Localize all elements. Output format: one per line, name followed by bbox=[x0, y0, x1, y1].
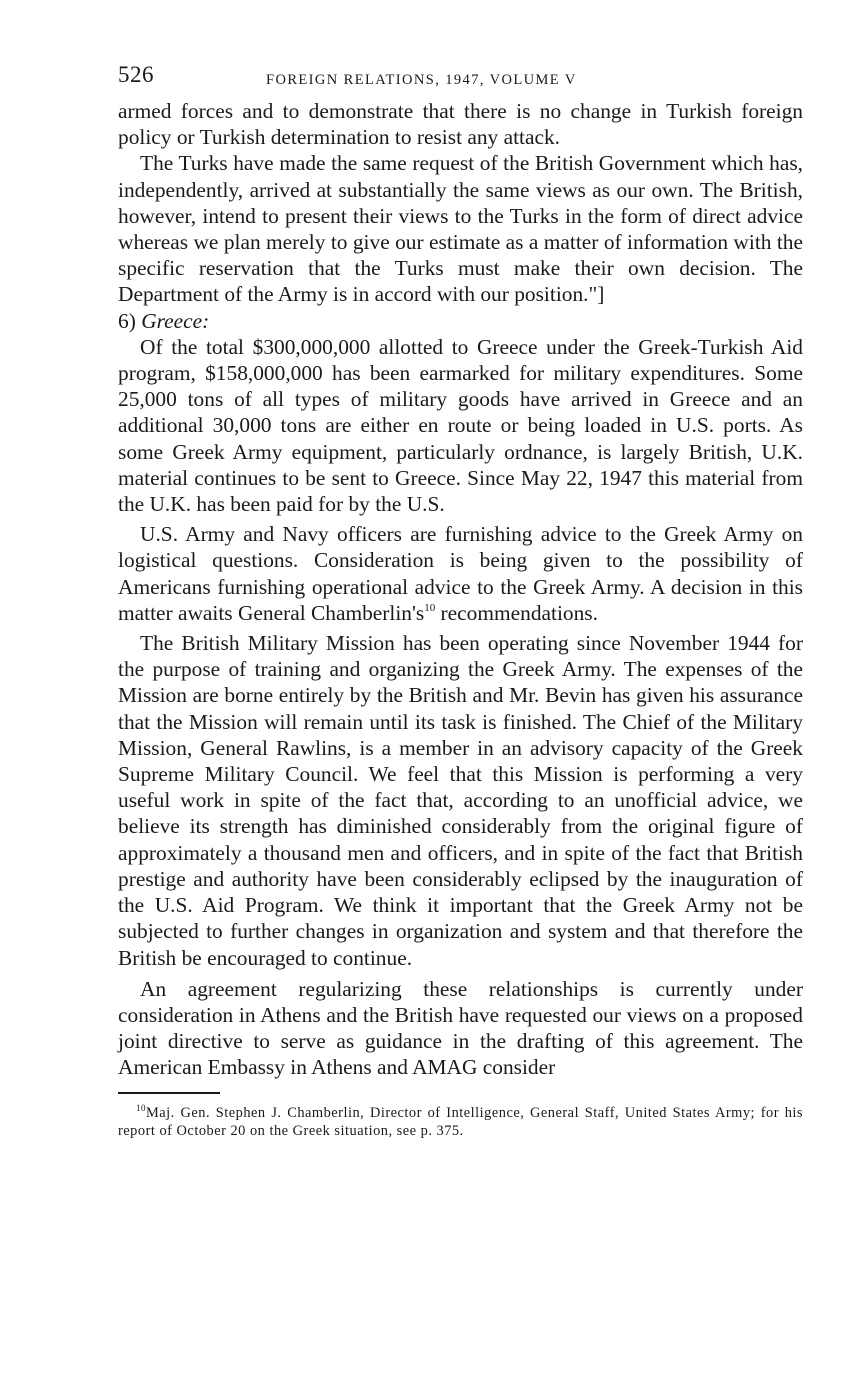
section-number: 6) bbox=[118, 308, 136, 333]
paragraph-british-request: The Turks have made the same request of the British Government which has, independently, arrived at substantially the same views as our own. The British, however, intend to present their views to the Turks in the form of direct advice whereas we plan merely to give our estimate as a matter of information with the specific reservation that the Turks must make their own decision. The Department of the Army is in accord with our position."] bbox=[118, 151, 803, 307]
document-page bbox=[118, 62, 803, 1140]
page-header bbox=[118, 62, 803, 98]
footnote-divider bbox=[118, 1092, 220, 1094]
body-text bbox=[118, 98, 803, 1081]
footnote-text: Maj. Gen. Stephen J. Chamberlin, Director of Intelligence, General Staff, United States Army; for his report of October 20 on the Greek situation, see p. 375. bbox=[118, 1104, 803, 1139]
page-number: 526 bbox=[118, 62, 154, 87]
section-title: Greece: bbox=[141, 308, 210, 333]
paragraph-army-advice bbox=[118, 521, 803, 626]
paragraph-army-advice-text: U.S. Army and Navy officers are furnishing advice to the Greek Army on logistical questions. Consideration is being given to the possibility of Americans furnishing operational advice to the Greek Army. A decision in this matter awaits General Chamberlin's bbox=[118, 522, 803, 625]
footnote-marker: 10 bbox=[136, 1102, 146, 1113]
running-head: FOREIGN RELATIONS, 1947, VOLUME V bbox=[266, 72, 577, 88]
paragraph-army-advice-end: recommendations. bbox=[440, 600, 598, 625]
footnote-reference: 10 bbox=[424, 601, 436, 614]
footnote bbox=[118, 1104, 803, 1140]
paragraph-aid-allotment: Of the total $300,000,000 allotted to Greece under the Greek-Turkish Aid program, $158,000,000 has been earmarked for military expenditures. Some 25,000 tons of all types of military goods have arrived in Greece and an additional 30,000 tons are either en route or being loaded in U.S. ports. As some Greek Army equipment, particularly ordnance, is largely British, U.K. material continues to be sent to Greece. Since May 22, 1947 this material from the U.K. has been paid for by the U.S. bbox=[118, 334, 803, 517]
section-heading-greece bbox=[118, 308, 803, 334]
paragraph-continued: armed forces and to demonstrate that there is no change in Turkish foreign policy or Turkish determination to resist any attack. bbox=[118, 99, 803, 150]
paragraph-agreement: An agreement regularizing these relationships is currently under consideration in Athens and the British have requested our views on a proposed joint directive to serve as guidance in the drafting of this agreement. The American Embassy in Athens and AMAG consider bbox=[118, 976, 803, 1080]
paragraph-british-mission: The British Military Mission has been operating since November 1944 for the purpose of training and organizing the Greek Army. The expenses of the Mission are borne entirely by the British and Mr. Bevin has given his assurance that the Mission will remain until its task is finished. The Chief of the Military Mission, General Rawlins, is a member in an advisory capacity of the Greek Supreme Military Council. We feel that this Mission is performing a very useful work in spite of the fact that, according to an unofficial advice, we believe its strength has diminished considerably from the original figure of approximately a thousand men and officers, and in spite of the fact that British prestige and authority have been considerably eclipsed by the inauguration of the U.S. Aid Program. We think it important that the Greek Army not be subjected to further changes in organization and system and that therefore the British be encouraged to continue. bbox=[118, 631, 803, 970]
